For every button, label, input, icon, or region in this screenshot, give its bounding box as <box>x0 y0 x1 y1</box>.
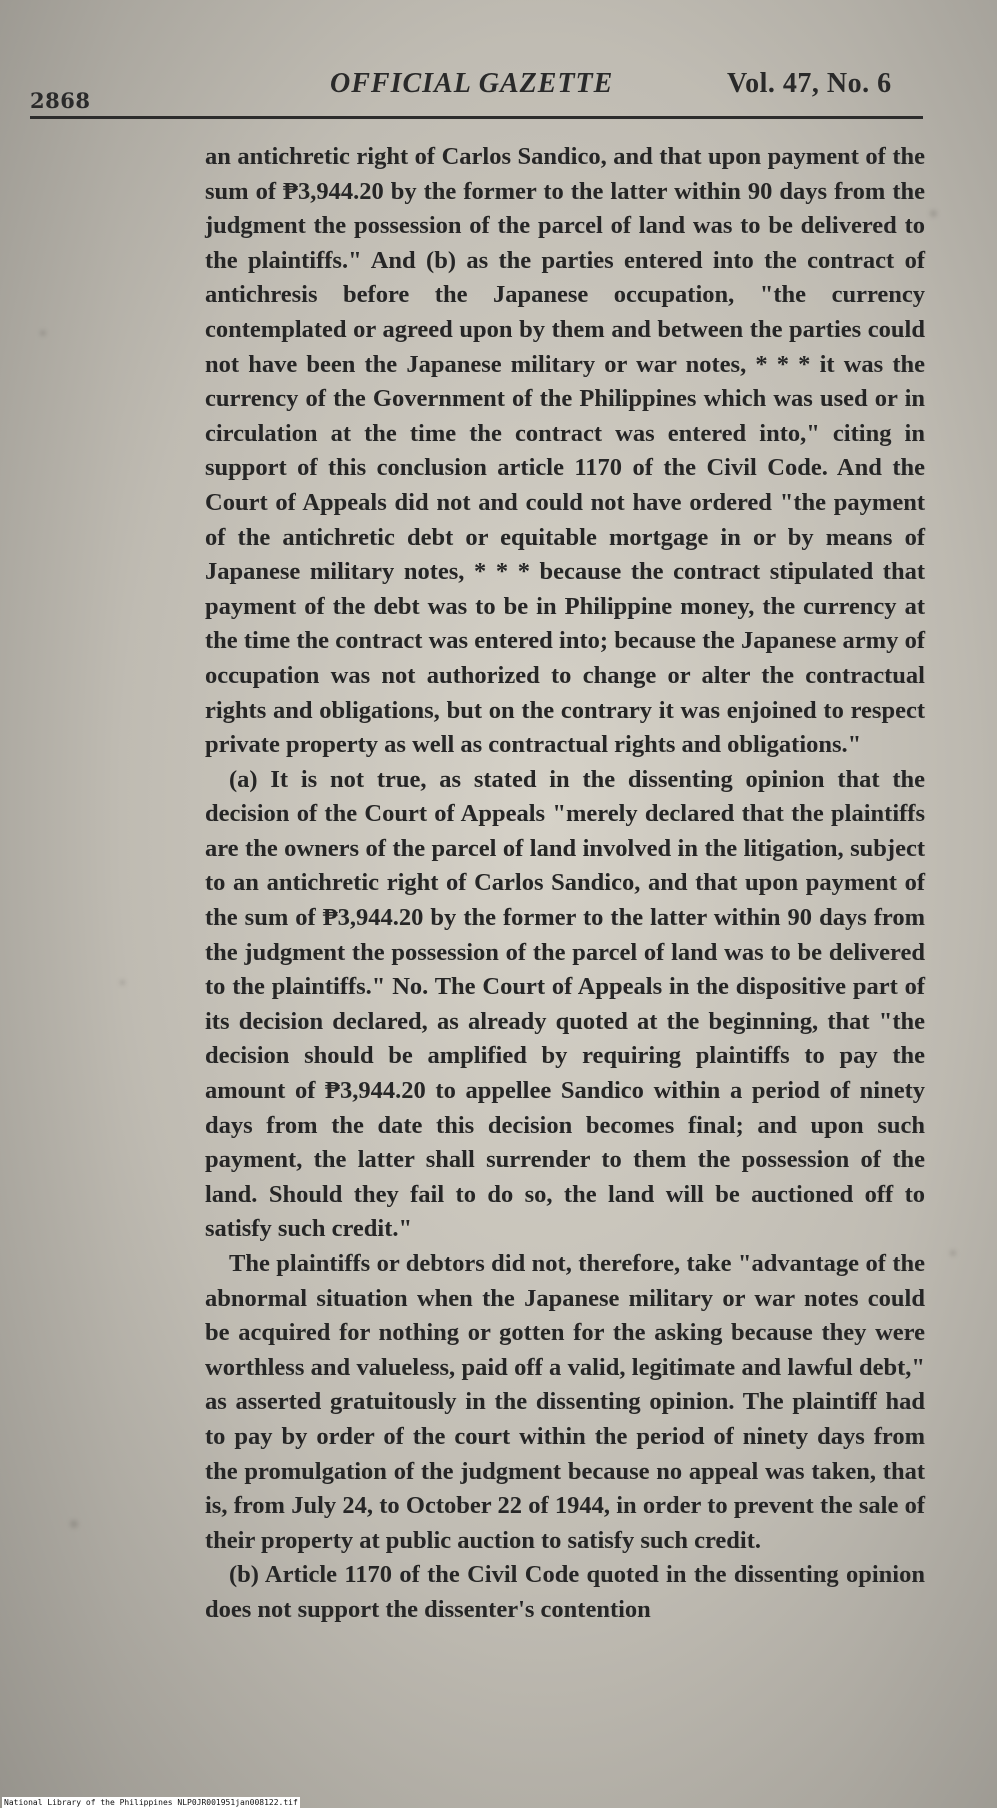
header-rule <box>30 116 923 119</box>
paper-speck <box>120 980 125 985</box>
running-header <box>0 64 997 113</box>
paper-speck <box>930 210 937 217</box>
page-number: 2868 <box>30 88 91 113</box>
body-text <box>205 140 925 1628</box>
paragraph: The plaintiffs or debtors did not, therefore, take "advantage of the abnormal situation when the Japanese military or war notes could be acquired for nothing or gotten for the asking because they were worthless and valueless, paid off a valid, legitimate and lawful debt," as asserted gratuitously in the dissenting opinion. The plaintiff had to pay by order of the court within the period of ninety days from the promulgation of the judgment because no appeal was taken, that is, from July 24, to October 22 of 1944, in order to prevent the sale of their property at public auction to satisfy such credit. <box>205 1250 925 1554</box>
paper-speck <box>70 1520 78 1528</box>
paper-speck <box>950 1250 956 1256</box>
volume-number: Vol. 47, No. 6 <box>727 68 892 99</box>
paragraph: an antichretic right of Carlos Sandico, and that upon payment of the sum of ₱3,944.20 by the former to the latter within 90 days from the judgment the possession of the parcel of land was to be delivered to the plaintiffs." And (b) as the parties entered into the contract of antichresis before the Japanese occupation, "the currency contemplated or agreed upon by them and between the parties could not have been the Japanese military or war notes, * * * it was the currency of the Government of the Philippines which was used or in circulation at the time the contract was entered into," citing in support of this conclusion article 1170 of the Civil Code. And the Court of Appeals did not and could not have ordered "the payment of the antichretic debt or equitable mortgage in or by means of Japanese military notes, * * * because the contract stipulated that payment of the debt was to be in Philippine money, the currency at the time the contract was entered into; because the Japanese army of occupation was not authorized to change or alter the contractual rights and obligations, but on the contrary it was enjoined to respect private property as well as contractual rights and obligations." <box>205 143 925 759</box>
publication-title: OFFICIAL GAZETTE <box>330 68 614 99</box>
scan-source-note: National Library of the Philippines NLP0JR001951jan008122.tif <box>4 1798 298 1807</box>
paragraph: (b) Article 1170 of the Civil Code quoted in the dissenting opinion does not support the dissenter's contention <box>205 1561 925 1623</box>
paragraph: (a) It is not true, as stated in the dissenting opinion that the decision of the Court of Appeals "merely declared that the plaintiffs are the owners of the parcel of land involved in the litigation, subject to an antichretic right of Carlos Sandico, and that upon payment of the sum of ₱3,944.20 by the former to the latter within 90 days from the judgment the possession of the parcel of land was to be delivered to the plaintiffs." No. The Court of Appeals in the dispositive part of its decision declared, as already quoted at the beginning, that "the decision should be amplified by requiring plaintiffs to pay the amount of ₱3,944.20 to appellee Sandico within a period of ninety days from the date this decision becomes final; and upon such payment, the latter shall surrender to them the possession of the land. Should they fail to do so, the land will be auctioned off to satisfy such credit." <box>205 765 925 1243</box>
paper-speck <box>40 330 46 336</box>
